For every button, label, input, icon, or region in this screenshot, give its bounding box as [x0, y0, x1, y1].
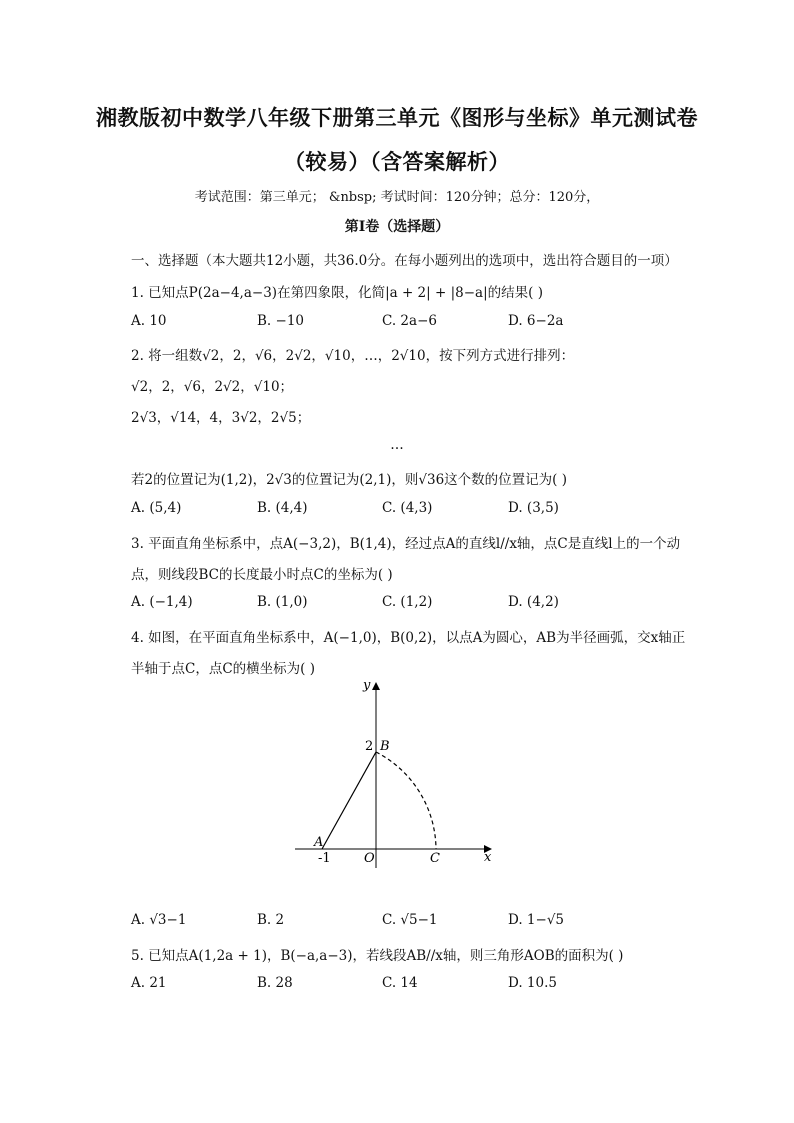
q3-option-a[interactable]: A. (−1,4) — [131, 594, 193, 610]
point-label-b: B — [380, 739, 390, 754]
q2-option-d[interactable]: D. (3,5) — [508, 500, 559, 516]
q4-option-a[interactable]: A. √3−1 — [131, 912, 187, 928]
q5-option-b[interactable]: B. 28 — [257, 975, 293, 991]
q1-stem: 1. 已知点P(2a−4,a−3)在第四象限，化简|a + 2| + |8−a|的结果( ) — [131, 285, 543, 301]
q2-option-c[interactable]: C. (4,3) — [382, 500, 433, 516]
q4-option-c[interactable]: C. √5−1 — [382, 912, 438, 928]
q2-stem-line1: 2. 将一组数√2，2，√6，2√2，√10，…，2√10，按下列方式进行排列： — [131, 348, 575, 364]
q2-stem-row2: 2√3，√14，4，3√2，2√5； — [131, 410, 311, 426]
point-label-c: C — [430, 851, 440, 866]
section-heading: 一、选择题（本大题共12小题，共36.0分。在每小题列出的选项中，选出符合题目的一项） — [131, 253, 678, 269]
x-axis-label: x — [484, 850, 492, 865]
q3-option-d[interactable]: D. (4,2) — [508, 594, 559, 610]
q3-option-b[interactable]: B. (1,0) — [257, 594, 308, 610]
exam-meta: 考试范围：第三单元； &nbsp; 考试时间：120分钟；总分：120分， — [194, 190, 600, 205]
q1-option-c[interactable]: C. 2a−6 — [382, 313, 437, 329]
q2-stem-question: 若2的位置记为(1,2)，2√3的位置记为(2,1)，则√36这个数的位置记为( ) — [131, 472, 567, 488]
y-axis-label: y — [363, 678, 371, 693]
q3-option-c[interactable]: C. (1,2) — [382, 594, 433, 610]
q4-option-d[interactable]: D. 1−√5 — [508, 912, 565, 928]
q2-option-a[interactable]: A. (5,4) — [131, 500, 182, 516]
q1-option-b[interactable]: B. −10 — [257, 313, 304, 329]
q2-option-b[interactable]: B. (4,4) — [257, 500, 308, 516]
q5-option-a[interactable]: A. 21 — [131, 975, 167, 991]
q5-stem: 5. 已知点A(1,2a + 1)，B(−a,a−3)，若线段AB//x轴，则三角形AOB的面积为( ) — [131, 948, 624, 964]
segment-ab — [322, 752, 376, 849]
point-label-a: A — [314, 835, 324, 850]
q2-stem-row1: √2，2，√6，2√2，√10； — [131, 379, 294, 395]
document-title-line1: 湘教版初中数学八年级下册第三单元《图形与坐标》单元测试卷 — [96, 105, 698, 130]
tick-label-neg1: -1 — [318, 851, 331, 866]
q3-stem-line2: 点，则线段BC的长度最小时点C的坐标为( ) — [131, 567, 393, 583]
q5-option-c[interactable]: C. 14 — [382, 975, 418, 991]
tick-label-2: 2 — [365, 739, 374, 754]
origin-label: O — [364, 851, 375, 866]
q4-stem-line2: 半轴于点C，点C的横坐标为( ) — [131, 661, 315, 677]
q4-figure — [280, 672, 510, 882]
q1-option-d[interactable]: D. 6−2a — [508, 313, 564, 329]
q4-stem-line1: 4. 如图，在平面直角坐标系中，A(−1,0)，B(0,2)，以点A为圆心，AB为半径画弧，交x轴正 — [131, 630, 686, 646]
q3-stem-line1: 3. 平面直角坐标系中，点A(−3,2)，B(1,4)，经过点A的直线l//x轴，点C是直线l上的一个动 — [131, 536, 681, 552]
document-title-line2: （较易）（含答案解析） — [284, 149, 510, 174]
q2-ellipsis: … — [390, 437, 404, 453]
arc-bc — [376, 752, 436, 849]
q5-option-d[interactable]: D. 10.5 — [508, 975, 557, 991]
volume-header: 第Ⅰ卷（选择题） — [344, 219, 450, 235]
q4-option-b[interactable]: B. 2 — [257, 912, 285, 928]
q1-option-a[interactable]: A. 10 — [131, 313, 167, 329]
